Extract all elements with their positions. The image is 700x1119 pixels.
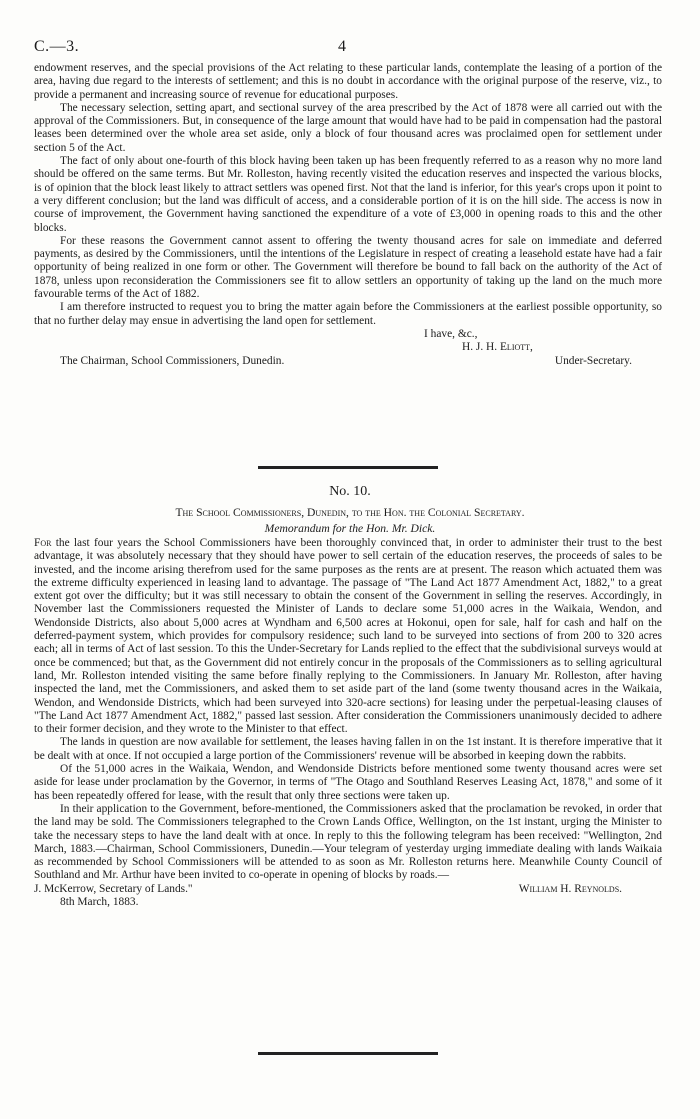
letter-body	[34, 62, 662, 368]
lead-word: For	[34, 537, 52, 549]
signature-closing	[34, 328, 662, 341]
paragraph: The fact of only about one-fourth of this block having been taken up has been frequently referred to as a reason why no more land should be offered on the same terms. But Mr. Rolleston, having recently visited the education reserves and inspected the various blocks, is of opinion that the block least likely to attract settlers was opened first. Not that the land is inferior, for this year's crops upon it point to a very different conclusion; but the land was difficult of access, and a considerable portion of it is on the hill side. The access is now in course of improvement, the Government having sanctioned the expenditure of a vote of £3,000 in opening roads to this and the other blocks.	[34, 155, 662, 234]
signatory-name: William H. Reynolds.	[518, 882, 622, 895]
section-divider	[258, 1052, 438, 1055]
letter-number: No. 10.	[329, 484, 371, 499]
paragraph	[34, 537, 662, 736]
signature-name-row	[34, 341, 662, 354]
memorandum-heading: Memorandum for the Hon. Mr. Dick.	[264, 522, 436, 535]
paragraph: The lands in question are now available for settlement, the leases having fallen in on the 1st instant. It is therefore imperative that it be dealt with at once. If not occupied a large portion of the Commissioners' revenue will be absorbed in keeping down the rabbits.	[34, 736, 662, 762]
memo-date: 8th March, 1883.	[60, 896, 139, 909]
signatory-name: H. J. H. Eliott,	[462, 341, 533, 354]
paragraph: endowment reserves, and the special provisions of the Act relating to these particular lands, contemplate the leasing of a portion of the area, having due regard to the interests of settlement; and this is no doubt in accordance with the original purpose of the reserve, viz., to provide a permanent and increasing source of revenue for educational purposes.	[34, 62, 662, 101]
paragraph: In their application to the Government, before-mentioned, the Commissioners asked that the proclamation be revoked, in order that the land may be sold. The Commissioners telegraphed to the Crown Lands Office, Wellington, on the 1st instant, urging the Minister to take the necessary steps to have the land dealt with at once. In reply to this the following telegram has been received: "Wellington, 2nd March, 1883.—Chairman, School Commissioners, Dunedin.—Your telegram of yesterday urging immediate dealing with lands Waikaia as recommended by School Commissioners will be attended to as soon as Mr. Rolleston returns here. Meanwhile County Council of Southland and Mr. Arthur have been invited to co-operate in opening of blocks by roads.—	[34, 802, 662, 882]
document-reference: C.—3.	[34, 38, 80, 55]
paragraph: Of the 51,000 acres in the Waikaia, Wendon, and Wendonside Districts before mentioned some twenty thousand acres were set aside for lease under proclamation by the Governor, in terms of "The Otago and Southland Reserves Leasing Act, 1878," and some of it has been repeatedly offered for lease, with the result that only three sections were taken up.	[34, 763, 662, 802]
paragraph: I am therefore instructed to request you to bring the matter again before the Commissioners at the earliest possible opportunity, so that no further delay may ensue in advertising the land open for settlement.	[34, 301, 662, 327]
letter-title: The School Commissioners, Dunedin, to the Hon. the Colonial Secretary.	[175, 506, 525, 519]
paragraph-text: the last four years the School Commissioners have been thoroughly convinced that, in order to administer their trust to the best advantage, it was absolutely necessary that they should have power to sell certain of the education reserves, the proceeds of sales to be invested, and the income arising therefrom used for the same purposes as the rents are at present. The reason which actuated them was the extreme difficulty experienced in leasing land to advantage. The passage of "The Land Act 1877 Amendment Act, 1882," to a great extent got over the difficulty; but it was still necessary to obtain the consent of the Government in selling the reserves. Accordingly, in November last the Commissioners requested the Minister of Lands to declare some 51,000 acres in the Waikaia, Wendon, and Wendonside Districts, also about 5,000 acres at Wyndham and 6,500 acres at Hokonui, open for sale, half for cash and half on the deferred-payment system, which provides for compulsory residence; such land to be surveyed into sections of from 200 to 320 acres each; all in terms of Act of last session. To this the Under-Secretary for Lands replied to the effect that the subdivisional surveys would at once be commenced; but that, as the Government did not entirely concur in the proposals of the Commissioners as to selling agricultural land, Mr. Rolleston intended visiting the same before finally replying to the Commissioners. In January Mr. Rolleston, after having inspected the land, met the Commissioners, and asked them to set aside part of the land (some twenty thousand acres in the Waikaia, Wendon, and Wendonside Districts, which had been surveyed into 320-acre sections) for leasing under the perpetual-leasing clauses of "The Land Act 1877 Amendment Act, 1882," passed last session. After consideration the Commissioners unanimously decided to adhere to their former decision, and they wrote to the Minister to that effect.	[34, 537, 662, 736]
memorandum-body	[34, 537, 662, 909]
signatory-title: Under-Secretary.	[554, 354, 632, 367]
paragraph: For these reasons the Government cannot assent to offering the twenty thousand acres for sale on immediate and deferred payments, as desired by the Commissioners, until the intentions of the Legislature in respect of creating a leasehold estate have had a fair opportunity of being realized in one form or other. The Government will therefore be bound to fall back on the authority of the Act of 1878, unless upon reconsideration the Commissioners see fit to allow settlers an opportunity of taking up the land on the much more favourable terms of the Act of 1882.	[34, 234, 662, 301]
addressee: The Chairman, School Commissioners, Dunedin.	[60, 354, 285, 367]
paragraph: The necessary selection, setting apart, and sectional survey of the area prescribed by the Act of 1878 were all carried out with the approval of the Commissioners. But, in consequence of the large amount that would have had to be paid in compensation had the pastoral leases been determined over the whole area set aside, only a block of four thousand acres was proclaimed open for settlement under section 5 of the Act.	[34, 101, 662, 154]
addressee-row	[34, 355, 662, 368]
telegram-signoff-row	[34, 883, 662, 896]
closing-text: I have, &c.,	[424, 327, 478, 340]
section-divider	[258, 466, 438, 469]
page-number: 4	[338, 38, 346, 55]
telegram-sender: J. McKerrow, Secretary of Lands."	[34, 882, 193, 895]
